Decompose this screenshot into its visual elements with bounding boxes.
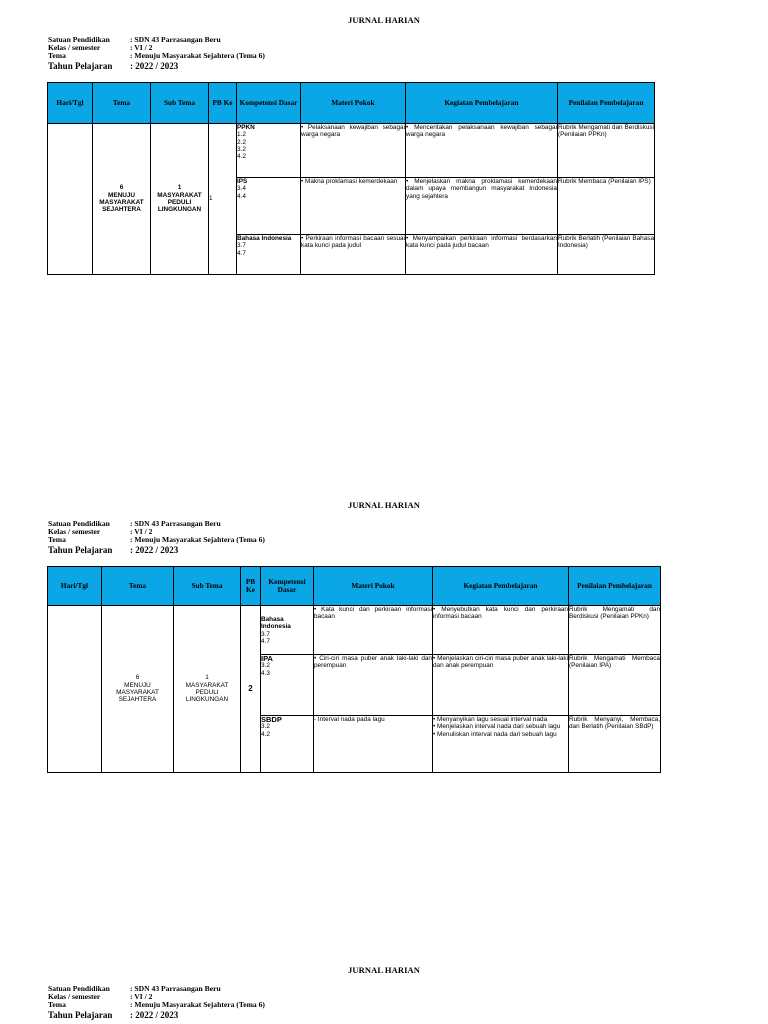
journal-1-table — [47, 82, 655, 275]
kd-code: 3.2 — [261, 723, 270, 731]
meta-value: : 2022 / 2023 — [130, 60, 179, 71]
kd-cell — [261, 606, 314, 655]
meta-value: : Menuju Masyarakat Sejahtera (Tema 6) — [130, 1000, 265, 1010]
kegiatan-cell: • Menjelaskan ciri-ciri masa puber anak laki-laki dan anak perempuan — [433, 655, 569, 716]
header-kegiatan: Kegiatan Pembelajaran — [406, 83, 558, 124]
tema-line: SEJAHTERA — [118, 696, 157, 704]
tema-number: 6 — [119, 184, 124, 192]
journal-1-title: JURNAL HARIAN — [348, 15, 420, 25]
penilaian-cell: Rubrik Mengamati Membaca (Penilaian IPA) — [569, 655, 661, 716]
materi-cell: • Pelaksanaan kewajiban sebagai warga negara — [301, 124, 406, 178]
meta-label: Kelas / semester — [48, 43, 101, 53]
pb-cell: 1 — [209, 124, 237, 275]
materi-cell: - Interval nada pada lagu — [314, 716, 433, 773]
meta-value: : VI / 2 — [130, 992, 153, 1002]
kd-cell — [261, 655, 314, 716]
subtema-line: LINGKUNGAN — [185, 696, 229, 704]
kd-cell — [261, 716, 314, 773]
header-kompetensi-dasar: Kompetensi Dasar — [237, 83, 301, 124]
materi-cell: • Perkiraan informasi bacaan sesuai kata kunci pada judul — [301, 235, 406, 275]
kd-code: 4.3 — [261, 669, 270, 677]
tema-line: MASYARAKAT — [99, 199, 144, 206]
subject-name: SBDP — [261, 715, 282, 724]
meta-value: : VI / 2 — [130, 527, 153, 537]
subtema-line: LINGKUNGAN — [157, 206, 202, 214]
materi-cell: • Ciri-ciri masa puber anak laki-laki dan perempuan — [314, 655, 433, 716]
meta-label: Tema — [48, 535, 66, 545]
kd-cell — [237, 178, 301, 235]
subtema-line: PEDULI — [195, 689, 219, 696]
kd-code: 1.2 — [237, 131, 246, 139]
meta-label: Kelas / semester — [48, 527, 101, 537]
meta-value: : 2022 / 2023 — [130, 1009, 179, 1020]
header-sub-tema: Sub Tema — [174, 567, 241, 606]
kd-code: 4.7 — [237, 249, 246, 257]
pb-cell: 2 — [241, 606, 261, 773]
meta-label: Satuan Pendidikan — [48, 35, 110, 44]
meta-label: Tema — [48, 51, 66, 61]
subject-name: PPKN — [237, 124, 255, 131]
header-tema: Tema — [102, 567, 174, 606]
kegiatan-cell — [433, 716, 569, 773]
header-penilaian: Penilaian Pembelajaran — [569, 567, 661, 606]
kegiatan-item: • Menjelaskan interval nada dari sebuah lagu — [433, 723, 561, 731]
kd-cell — [237, 235, 301, 275]
meta-label: Kelas / semester — [48, 992, 101, 1002]
subject-name: IPS — [237, 178, 248, 185]
kd-code: 3.2 — [261, 662, 270, 670]
journal-3-meta — [48, 985, 265, 1020]
meta-label: Tahun Pelajaran — [48, 1009, 113, 1020]
materi-cell: • Kata kunci dan perkiraan informasi bacaan — [314, 606, 433, 655]
subtema-number: 1 — [205, 674, 209, 682]
materi-cell: • Makna proklamasi kemerdekaan — [301, 178, 406, 235]
table-header-row — [48, 567, 661, 606]
subtema-line: MASYARAKAT — [185, 681, 229, 689]
meta-value: : Menuju Masyarakat Sejahtera (Tema 6) — [130, 535, 265, 545]
meta-value: : 2022 / 2023 — [130, 544, 179, 555]
tema-line: SEJAHTERA — [102, 206, 141, 214]
header-hari-tgl: Hari/Tgl — [48, 83, 93, 124]
journal-2-meta — [48, 520, 265, 555]
kd-code: 4.2 — [237, 153, 246, 161]
header-kegiatan: Kegiatan Pembelajaran — [433, 567, 569, 606]
penilaian-cell: Rubrik Membaca (Penilaian IPS) — [558, 178, 655, 235]
header-materi-pokok: Materi Pokok — [301, 83, 406, 124]
subject-name: Bahasa Indonesia — [261, 616, 291, 631]
subtema-cell — [151, 124, 209, 275]
meta-label: Satuan Pendidikan — [48, 984, 110, 993]
kegiatan-cell: • Menyampaikan perkiraan informasi berdasarkan kata kunci pada judul bacaan — [406, 235, 558, 275]
penilaian-cell: Rubrik Mengamati dan Berdiskusi (Penilaian PPKn) — [569, 606, 661, 655]
header-penilaian: Penilaian Pembelajaran — [558, 83, 655, 124]
tema-line: MASYARAKAT — [116, 689, 159, 696]
meta-value: : SDN 43 Parrasangan Beru — [130, 519, 221, 528]
subtema-cell — [174, 606, 241, 773]
header-hari-tgl: Hari/Tgl — [48, 567, 102, 606]
journal-3-title: JURNAL HARIAN — [348, 965, 420, 975]
kegiatan-item: • Menyanyikan lagu sesual interval nada — [433, 716, 548, 723]
kegiatan-item: • Menuliskan interval nada dari sebuah lagu — [433, 730, 557, 738]
tema-line: MENUJU — [124, 681, 151, 689]
header-sub-tema: Sub Tema — [151, 83, 209, 124]
meta-label: Satuan Pendidikan — [48, 519, 110, 528]
header-materi-pokok: Materi Pokok — [314, 567, 433, 606]
table-header-row — [48, 83, 655, 124]
table-row — [48, 124, 655, 178]
journal-2-title: JURNAL HARIAN — [348, 500, 420, 510]
subtema-line: MASYARAKAT — [157, 191, 202, 199]
kd-cell — [237, 124, 301, 178]
penilaian-cell: Rubrik Menyanyi, Membaca, dan Berlatih (Penilaian SBdP) — [569, 716, 661, 773]
penilaian-cell: Rubrik Berlatih (Penilaian Bahasa Indonesia) — [558, 235, 655, 275]
table-row — [48, 606, 661, 655]
meta-value: : SDN 43 Parrasangan Beru — [130, 35, 221, 44]
meta-value: : Menuju Masyarakat Sejahtera (Tema 6) — [130, 51, 265, 61]
subject-name: IPA — [261, 654, 273, 663]
meta-value: : VI / 2 — [130, 43, 153, 53]
penilaian-cell: Rubrik Mengamati dan Berdiskusi (Penilaian PPKn) — [558, 124, 655, 178]
journal-2-table — [47, 566, 661, 773]
kd-code: 3.7 — [261, 630, 270, 638]
journal-1-meta — [48, 36, 265, 71]
subtema-number: 1 — [177, 184, 182, 192]
tema-cell — [102, 606, 174, 773]
kd-code: 2.2 — [237, 138, 246, 146]
kd-code: 4.2 — [261, 730, 270, 738]
kd-code: 4.7 — [261, 637, 270, 645]
kd-code: 3.2 — [237, 145, 246, 153]
hari-tgl-cell — [48, 606, 102, 773]
kd-code: 3.7 — [237, 242, 246, 250]
subject-name: Bahasa Indonesia — [237, 235, 292, 242]
header-kompetensi-dasar: Kompetensi Dasar — [261, 567, 314, 606]
header-pb-ke: PB Ke — [241, 567, 261, 606]
tema-cell — [93, 124, 151, 275]
header-tema: Tema — [93, 83, 151, 124]
kegiatan-cell: • Menjelaskan makna proklamasi kemerdekaan dalam upaya membangun masyarakat Indonesia yang sejahtera — [406, 178, 558, 235]
tema-number: 6 — [135, 674, 140, 682]
hari-tgl-cell — [48, 124, 93, 275]
meta-label: Tema — [48, 1000, 66, 1010]
kd-code: 4.4 — [237, 192, 246, 200]
header-pb-ke: PB Ke — [209, 83, 237, 124]
meta-label: Tahun Pelajaran — [48, 544, 113, 555]
kegiatan-cell: • Menyebutkan kata kunci dan perkiraan informasi bacaan — [433, 606, 569, 655]
kegiatan-cell: • Menceritakan pelaksanaan kewajiban sebagai warga negara — [406, 124, 558, 178]
meta-label: Tahun Pelajaran — [48, 60, 113, 71]
kd-code: 3.4 — [237, 185, 246, 193]
tema-line: MENUJU — [108, 191, 135, 199]
meta-value: : SDN 43 Parrasangan Beru — [130, 984, 221, 993]
subtema-line: PEDULI — [167, 199, 192, 206]
